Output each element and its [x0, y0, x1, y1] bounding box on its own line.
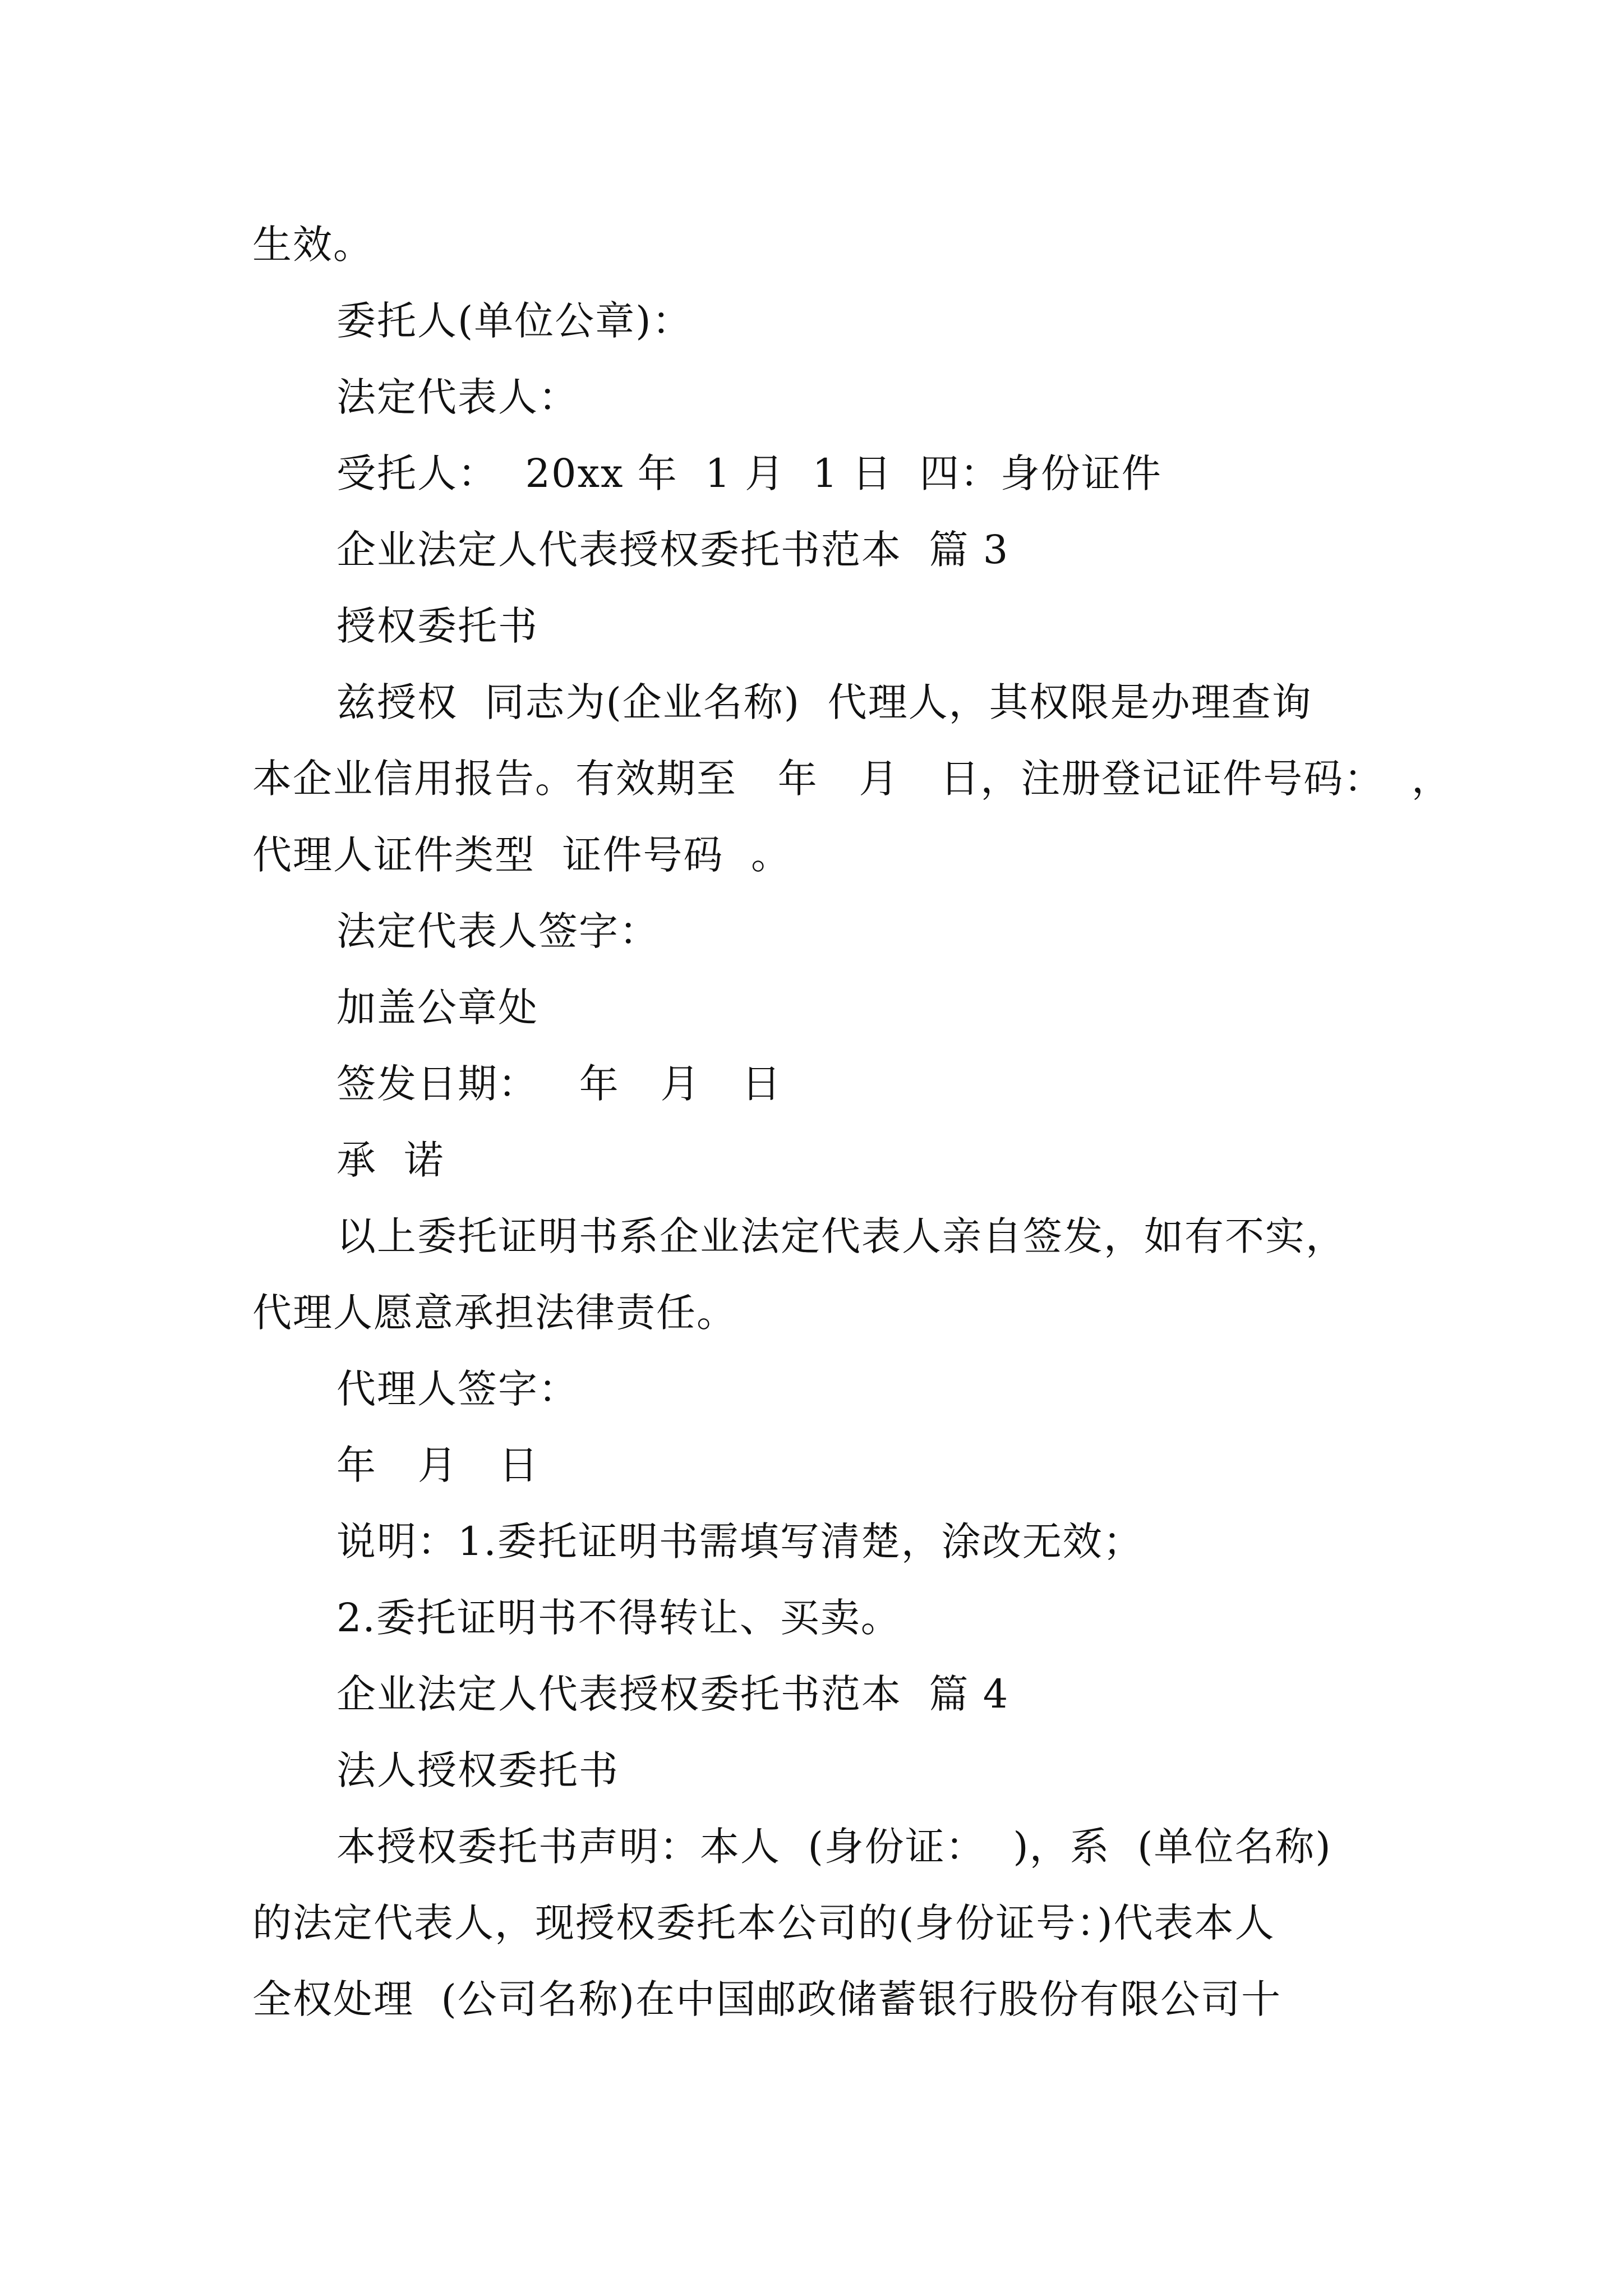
text-line: 受托人： 20xx 年 1 月 1 日 四：身份证件 — [336, 450, 1162, 496]
text-line: 加盖公章处 — [336, 984, 538, 1030]
text-line: 兹授权 同志为(企业名称) 代理人，其权限是办理查询 — [336, 679, 1312, 725]
document-title: 法人授权委托书 — [336, 1747, 619, 1793]
text-line: 承 诺 — [336, 1137, 445, 1183]
document-title: 授权委托书 — [336, 603, 538, 649]
text-line: 委托人(单位公章)： — [336, 298, 693, 344]
section-heading: 企业法定人代表授权委托书范本 篇 4 — [336, 1671, 1009, 1717]
text-line: 代理人证件类型 证件号码 。 — [252, 832, 792, 878]
text-line: 代理人愿意承担法律责任。 — [252, 1290, 737, 1336]
text-line: 说明：1.委托证明书需填写清楚，涂改无效； — [336, 1519, 1144, 1565]
text-line: 生效。 — [252, 222, 374, 268]
text-line: 签发日期： 年 月 日 — [336, 1061, 782, 1107]
text-line: 全权处理 (公司名称)在中国邮政储蓄银行股份有限公司十 — [252, 1976, 1282, 2022]
text-line: 年 月 日 — [336, 1442, 540, 1488]
text-line: 法定代表人： — [336, 374, 579, 420]
text-line: 的法定代表人，现授权委托本公司的(身份证号：)代表本人 — [252, 1900, 1275, 1946]
text-line: 本授权委托书声明：本人 (身份证： )，系 (单位名称) — [336, 1824, 1332, 1870]
document-body — [252, 206, 1452, 2037]
text-line: 代理人签字： — [336, 1366, 579, 1412]
text-line: 本企业信用报告。有效期至 年 月 日，注册登记证件号码： ， — [252, 756, 1452, 802]
text-line: 以上委托证明书系企业法定代表人亲自签发，如有不实， — [336, 1213, 1346, 1259]
text-line: 2.委托证明书不得转让、买卖。 — [336, 1595, 901, 1641]
text-line: 法定代表人签字： — [336, 908, 660, 954]
section-heading: 企业法定人代表授权委托书范本 篇 3 — [336, 527, 1009, 573]
